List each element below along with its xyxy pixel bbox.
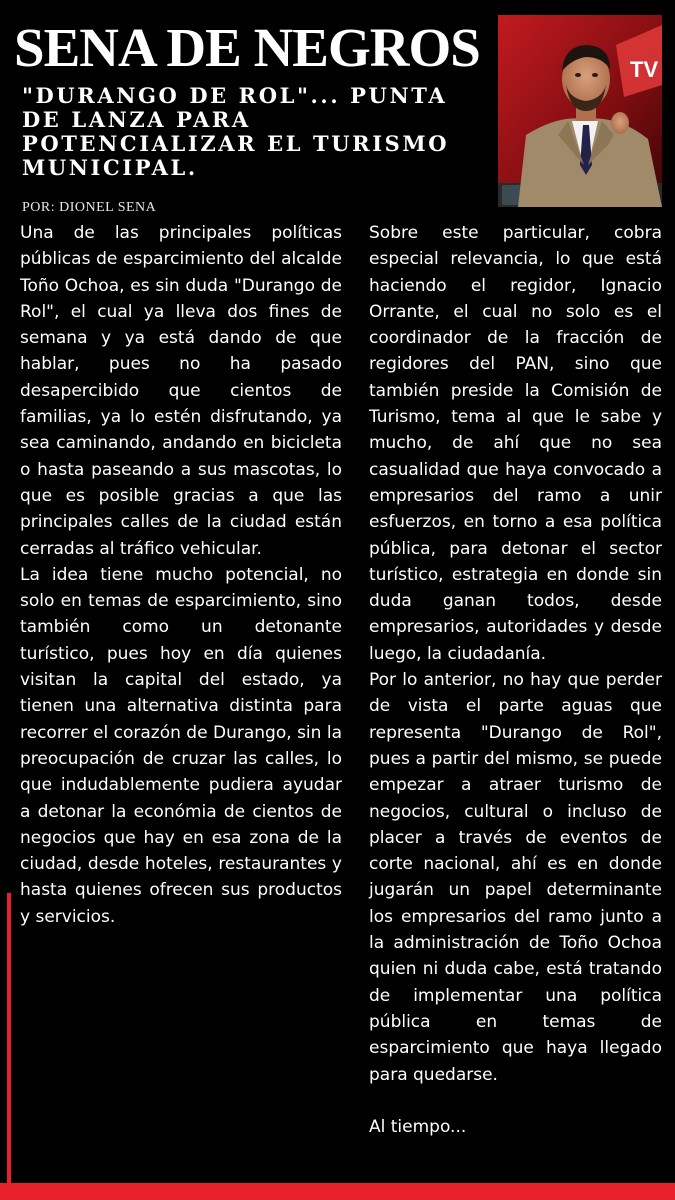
right-column [369,220,662,1140]
column-title: SENA DE NEGROS [14,17,480,78]
left-column [20,220,342,930]
left-paragraph-1: Una de las principales políticas públicas de esparcimiento del alcalde Toño Ochoa, es sin duda "Durango de Rol", el cual ya lleva dos fines de semana y ya está dando de que hablar, pues no ha pasado desapercibido que cientos de familias, ya lo estén disfrutando, ya sea caminando, andando en bicicleta o hasta paseando a sus mascotas, lo que es posible gracias a que las principales calles de la ciudad están cerradas al tráfico vehicular. [20,223,342,559]
byline: POR: DIONEL SENA [22,200,157,215]
article-headline: "DURANGO DE ROL"... PUNTA DE LANZA PARA POTENCIALIZAR EL TURISMO MUNICIPAL. [22,83,450,180]
right-paragraph-2: Por lo anterior, no hay que perder de vista el parte aguas que representa "Durango de Rol", pues a partir del mismo, se puede empezar a atraer turismo de negocios, cultural o incluso de placer a través de eventos de corte nacional, ahí es en donde jugarán un papel determinante los empresarios del ramo junto a la administración de Toño Ochoa quien ni duda cabe, está tratando de implementar una política pública en temas de esparcimiento que haya llegado para quedarse. [369,670,662,1085]
tv-logo: TV [630,57,659,82]
accent-bar-left [7,893,11,1193]
right-paragraph-1: Sobre este particular, cobra especial relevancia, lo que está haciendo el regidor, Ignacio Orrante, el cual no solo es el coordinador de la fracción de regidores del PAN, sino que también preside la Comisión de Turismo, tema al que le sabe y mucho, de ahí que no sea casualidad que haya convocado a empresarios del ramo a unir esfuerzos, en torno a esa política pública, para detonar el sector turístico, estrategia en donde sin duda ganan todos, desde empresarios, autoridades y desde luego, la ciudadanía. [369,223,662,664]
accent-bar-bottom [0,1183,675,1200]
left-paragraph-2: La idea tiene mucho potencial, no solo en temas de esparcimiento, sino también como un detonante turístico, pues hoy en día quienes visitan la capital del estado, ya tienen una alternativa distinta para recorrer el corazón de Durango, sin la preocupación de cruzar las calles, lo que indudablemente pudiera ayudar a detonar la económia de cientos de negocios que hay en esa zona de la ciudad, desde hoteles, restaurantes y hasta quienes ofrecen sus productos y servicios. [20,564,342,927]
closing-line: Al tiempo... [369,1116,467,1137]
author-photo-illustration [498,15,662,207]
author-photo [498,15,662,207]
